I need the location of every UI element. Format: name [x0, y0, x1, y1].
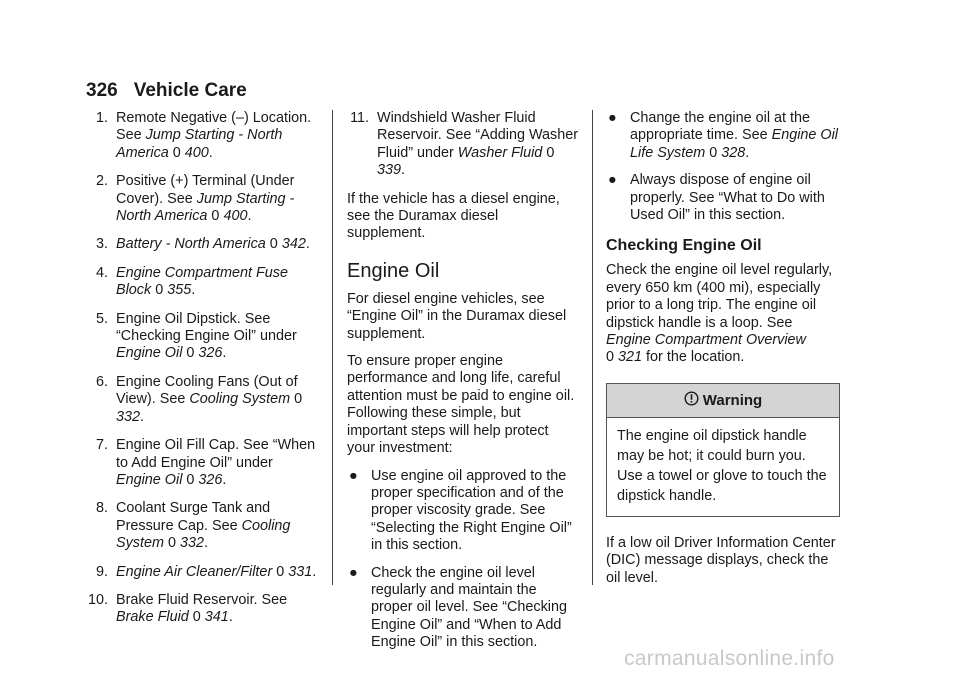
list-item: 3. Battery - North America 0 342.: [86, 236, 318, 253]
list-item: 4. Engine Compartment Fuse Block 0 355.: [86, 265, 318, 300]
list-number: 9.: [95, 563, 108, 580]
subsection-title: Checking Engine Oil: [606, 237, 762, 255]
warning-icon: [684, 391, 699, 410]
cross-reference[interactable]: Cooling System: [189, 391, 291, 408]
page-header: [86, 80, 247, 102]
section-title: Engine Oil: [347, 259, 440, 282]
list-number: 1.: [95, 110, 108, 126]
page-reference[interactable]: 326: [198, 345, 223, 362]
list-item: 7. Engine Oil Fill Cap. See “When to Add Engine Oil” under Engine Oil 0 326.: [86, 437, 318, 489]
bullet-icon: ●: [349, 564, 358, 581]
page-reference[interactable]: 339: [377, 162, 402, 179]
diesel-note: If the vehicle has a diesel engine, see the Duramax diesel supplement.: [347, 190, 560, 242]
cross-reference[interactable]: Engine Air Cleaner/Filter: [116, 563, 273, 580]
cross-reference[interactable]: Battery - North America: [116, 236, 266, 253]
page-ref-icon: 0: [546, 144, 555, 161]
page-reference[interactable]: 328: [721, 144, 746, 161]
column-divider: [592, 110, 593, 585]
page-ref-icon: 0: [606, 349, 619, 366]
component-list: [86, 110, 318, 627]
paragraph: For diesel engine vehicles, see “Engine Oil” in the Duramax diesel supplement.: [347, 290, 567, 342]
list-number: 7.: [95, 437, 108, 454]
page-ref-icon: 0: [182, 345, 199, 362]
list-item: 5. Engine Oil Dipstick. See “Checking Engine Oil” under Engine Oil 0 326.: [86, 311, 318, 363]
list-number: 2.: [95, 173, 108, 190]
list-item: 9. Engine Air Cleaner/Filter 0 331.: [86, 564, 318, 581]
page-ref-icon: 0: [709, 144, 722, 161]
paragraph: If a low oil Driver Information Center (DIC) message displays, check the oil level.: [606, 534, 836, 586]
cross-reference[interactable]: Brake Fluid: [116, 609, 189, 626]
paragraph: To ensure proper engine performance and long life, careful attention must be paid to engine oil. Following these simple, but important steps will help protect your investment:: [347, 353, 575, 457]
page-ref-icon: 0: [290, 391, 303, 408]
watermark: carmanualsonline.info: [624, 647, 835, 670]
column-left: [86, 110, 318, 638]
bullet-item: ● Check the engine oil level regularly and maintain the proper oil level. See “Checking Engine Oil” and “When to Add Engine Oil” in this section.: [349, 564, 567, 651]
bullet-item: ● Change the engine oil at the appropriate time. See Engine Oil Life System 0 328.: [608, 110, 838, 161]
list-number: 5.: [95, 310, 108, 327]
page-ref-icon: 0: [182, 471, 199, 488]
bullet-item: ● Use engine oil approved to the proper specification and of the proper viscosity grade. See “Selecting the Right Engine Oil” in this section.: [349, 467, 572, 554]
cross-reference[interactable]: Engine Oil: [116, 345, 183, 362]
page-ref-icon: 0: [168, 144, 185, 161]
paragraph: Check the engine oil level regularly, every 650 km (400 mi), especially prior to a long trip. The engine oil dipstick handle is a loop. See Engine Compartment Overview 0 321 for the location.: [606, 262, 833, 366]
list-item: 11. Windshield Washer Fluid Reservoir. See “Adding Washer Fluid” under Washer Fluid 0 339.: [350, 110, 579, 179]
bullet-list: [347, 468, 580, 652]
page-ref-icon: 0: [207, 208, 224, 225]
page-ref-icon: 0: [188, 609, 205, 626]
column-right: [606, 110, 840, 597]
page-number: 326: [86, 80, 118, 101]
page-reference[interactable]: 332: [116, 408, 141, 425]
page-reference[interactable]: 355: [167, 282, 192, 299]
cross-reference[interactable]: Engine Compartment Fuse Block: [116, 264, 288, 299]
page-reference[interactable]: 321: [618, 349, 643, 366]
page-reference[interactable]: 331: [288, 563, 313, 580]
page-ref-icon: 0: [163, 535, 180, 552]
page-ref-icon: 0: [151, 282, 168, 299]
list-number: 4.: [95, 264, 108, 281]
list-item: 1. Remote Negative (–) Location. See Jump Starting - North America 0 400.: [86, 110, 318, 162]
page-reference[interactable]: 332: [179, 535, 204, 552]
page-reference[interactable]: 342: [281, 236, 306, 253]
list-item: 2. Positive (+) Terminal (Under Cover). See Jump Starting - North America 0 400.: [86, 173, 318, 225]
bullet-list: [606, 110, 840, 224]
component-list-continued: [347, 110, 580, 180]
cross-reference[interactable]: Cooling System: [116, 517, 291, 552]
page-reference[interactable]: 341: [204, 609, 229, 626]
list-item: 6. Engine Cooling Fans (Out of View). See Cooling System 0 332.: [86, 374, 318, 426]
cross-reference[interactable]: Washer Fluid: [457, 144, 543, 161]
page-ref-icon: 0: [272, 563, 289, 580]
bullet-icon: ●: [608, 172, 617, 189]
warning-header: [607, 384, 839, 418]
list-number: 10.: [87, 591, 108, 608]
page-title: Vehicle Care: [133, 80, 247, 101]
list-number: 6.: [95, 373, 108, 390]
list-number: 8.: [95, 500, 108, 517]
cross-reference[interactable]: Engine Oil Life System: [630, 127, 838, 161]
page-reference[interactable]: 400: [184, 144, 209, 161]
bullet-icon: ●: [608, 110, 617, 126]
warning-body: The engine oil dipstick handle may be hot; it could burn you. Use a towel or glove to touch the dipstick handle.: [617, 427, 827, 504]
column-middle: [347, 110, 580, 662]
cross-reference[interactable]: Jump Starting - North America: [116, 127, 283, 161]
page-ref-icon: 0: [265, 236, 282, 253]
cross-reference[interactable]: Jump Starting - North America: [116, 190, 295, 225]
bullet-item: ● Always dispose of engine oil properly. See “What to Do with Used Oil” in this section.: [608, 172, 825, 224]
bullet-icon: ●: [349, 467, 358, 484]
list-item: 10. Brake Fluid Reservoir. See Brake Fluid 0 341.: [87, 591, 288, 626]
page-reference[interactable]: 326: [198, 471, 223, 488]
warning-box: [606, 383, 840, 517]
cross-reference[interactable]: Engine Compartment Overview: [606, 332, 806, 349]
list-item: 8. Coolant Surge Tank and Pressure Cap. See Cooling System 0 332.: [86, 500, 318, 552]
column-divider: [332, 110, 333, 585]
warning-title: Warning: [702, 391, 763, 409]
page-reference[interactable]: 400: [223, 208, 248, 225]
list-number: 3.: [95, 236, 108, 253]
cross-reference[interactable]: Engine Oil: [116, 471, 183, 488]
